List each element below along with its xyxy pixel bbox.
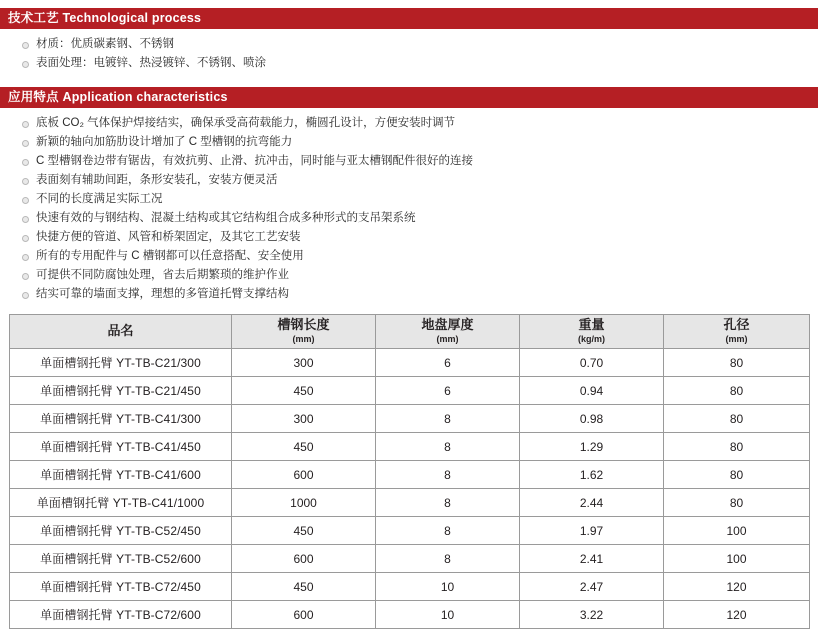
cell-channel-length: 600 <box>232 461 376 489</box>
header-label: 地盘厚度 <box>421 317 474 333</box>
cell-hole-diameter: 80 <box>664 433 810 461</box>
cell-product-name: 单面槽钢托臂 YT-TB-C21/300 <box>10 349 232 377</box>
product-spec-page <box>0 8 818 629</box>
table-row <box>10 405 810 433</box>
table-row <box>10 349 810 377</box>
cell-product-name: 单面槽钢托臂 YT-TB-C72/600 <box>10 601 232 629</box>
table-row <box>10 517 810 545</box>
header-label: 孔径 <box>723 317 750 333</box>
list-item: C 型槽钢卷边带有锯齿，有效抗剪、止滑、抗冲击，同时能与亚太槽钢配件很好的连接 <box>22 152 818 171</box>
cell-base-thickness: 8 <box>376 517 520 545</box>
list-item: 结实可靠的墙面支撑，理想的多管道托臂支撑结构 <box>22 285 818 304</box>
table-header-row <box>10 315 810 349</box>
cell-product-name: 单面槽钢托臂 YT-TB-C41/450 <box>10 433 232 461</box>
section-header-application-characteristics <box>0 87 818 108</box>
cell-weight: 1.97 <box>520 517 664 545</box>
header-label: 槽钢长度 <box>277 317 330 333</box>
section-title: 技术工艺 Technological process <box>8 11 202 26</box>
cell-channel-length: 450 <box>232 433 376 461</box>
cell-base-thickness: 10 <box>376 573 520 601</box>
cell-base-thickness: 8 <box>376 433 520 461</box>
cell-product-name: 单面槽钢托臂 YT-TB-C41/600 <box>10 461 232 489</box>
cell-base-thickness: 10 <box>376 601 520 629</box>
cell-product-name: 单面槽钢托臂 YT-TB-C41/1000 <box>10 489 232 517</box>
cell-base-thickness: 6 <box>376 377 520 405</box>
cell-product-name: 单面槽钢托臂 YT-TB-C72/450 <box>10 573 232 601</box>
header-unit: (mm) <box>436 334 459 345</box>
cell-hole-diameter: 80 <box>664 377 810 405</box>
spacer <box>0 73 818 87</box>
cell-product-name: 单面槽钢托臂 YT-TB-C52/600 <box>10 545 232 573</box>
cell-weight: 0.98 <box>520 405 664 433</box>
table-row <box>10 573 810 601</box>
header-label: 品名 <box>107 322 134 338</box>
column-header-channel-length <box>232 315 376 349</box>
cell-product-name: 单面槽钢托臂 YT-TB-C52/450 <box>10 517 232 545</box>
cell-hole-diameter: 80 <box>664 461 810 489</box>
cell-weight: 0.94 <box>520 377 664 405</box>
cell-weight: 0.70 <box>520 349 664 377</box>
section-title: 应用特点 Application characteristics <box>8 90 228 105</box>
list-item: 底板 CO₂ 气体保护焊接结实，确保承受高荷载能力，椭圆孔设计，方便安装时调节 <box>22 114 818 133</box>
cell-hole-diameter: 80 <box>664 405 810 433</box>
column-header-weight <box>520 315 664 349</box>
cell-base-thickness: 8 <box>376 461 520 489</box>
header-unit: (mm) <box>292 334 315 345</box>
cell-weight: 2.44 <box>520 489 664 517</box>
column-header-product-name <box>10 315 232 349</box>
cell-weight: 3.22 <box>520 601 664 629</box>
cell-channel-length: 300 <box>232 349 376 377</box>
cell-weight: 2.41 <box>520 545 664 573</box>
header-unit: (kg/m) <box>578 334 605 345</box>
table-row <box>10 489 810 517</box>
list-item: 材质：优质碳素钢、不锈钢 <box>22 35 818 54</box>
cell-hole-diameter: 80 <box>664 489 810 517</box>
cell-base-thickness: 6 <box>376 349 520 377</box>
header-unit: (mm) <box>725 334 748 345</box>
cell-channel-length: 600 <box>232 545 376 573</box>
cell-product-name: 单面槽钢托臂 YT-TB-C21/450 <box>10 377 232 405</box>
table-row <box>10 601 810 629</box>
cell-hole-diameter: 120 <box>664 601 810 629</box>
list-item: 表面刻有辅助间距，条形安装孔，安装方便灵活 <box>22 171 818 190</box>
technological-process-list <box>0 29 818 73</box>
cell-hole-diameter: 100 <box>664 517 810 545</box>
cell-channel-length: 450 <box>232 517 376 545</box>
list-item: 新颖的轴向加筋肋设计增加了 C 型槽钢的抗弯能力 <box>22 133 818 152</box>
table-row <box>10 461 810 489</box>
cell-base-thickness: 8 <box>376 405 520 433</box>
column-header-hole-diameter <box>664 315 810 349</box>
list-item: 不同的长度满足实际工况 <box>22 190 818 209</box>
list-item: 所有的专用配件与 C 槽钢都可以任意搭配、安全使用 <box>22 247 818 266</box>
cell-hole-diameter: 100 <box>664 545 810 573</box>
list-item: 表面处理：电镀锌、热浸镀锌、不锈钢、喷涂 <box>22 54 818 73</box>
cell-weight: 2.47 <box>520 573 664 601</box>
cell-weight: 1.62 <box>520 461 664 489</box>
column-header-base-thickness <box>376 315 520 349</box>
cell-channel-length: 450 <box>232 573 376 601</box>
list-item: 可提供不同防腐蚀处理，省去后期繁琐的维护作业 <box>22 266 818 285</box>
cell-hole-diameter: 80 <box>664 349 810 377</box>
cell-channel-length: 450 <box>232 377 376 405</box>
cell-channel-length: 600 <box>232 601 376 629</box>
cell-channel-length: 1000 <box>232 489 376 517</box>
cell-base-thickness: 8 <box>376 489 520 517</box>
specification-table <box>9 314 810 629</box>
table-row <box>10 433 810 461</box>
table-row <box>10 377 810 405</box>
table-row <box>10 545 810 573</box>
cell-base-thickness: 8 <box>376 545 520 573</box>
application-characteristics-list <box>0 108 818 304</box>
cell-product-name: 单面槽钢托臂 YT-TB-C41/300 <box>10 405 232 433</box>
list-item: 快捷方便的管道、风管和桥架固定，及其它工艺安装 <box>22 228 818 247</box>
section-header-technological-process <box>0 8 818 29</box>
cell-channel-length: 300 <box>232 405 376 433</box>
cell-hole-diameter: 120 <box>664 573 810 601</box>
header-label: 重量 <box>578 317 605 333</box>
cell-weight: 1.29 <box>520 433 664 461</box>
list-item: 快速有效的与钢结构、混凝土结构或其它结构组合成多种形式的支吊架系统 <box>22 209 818 228</box>
